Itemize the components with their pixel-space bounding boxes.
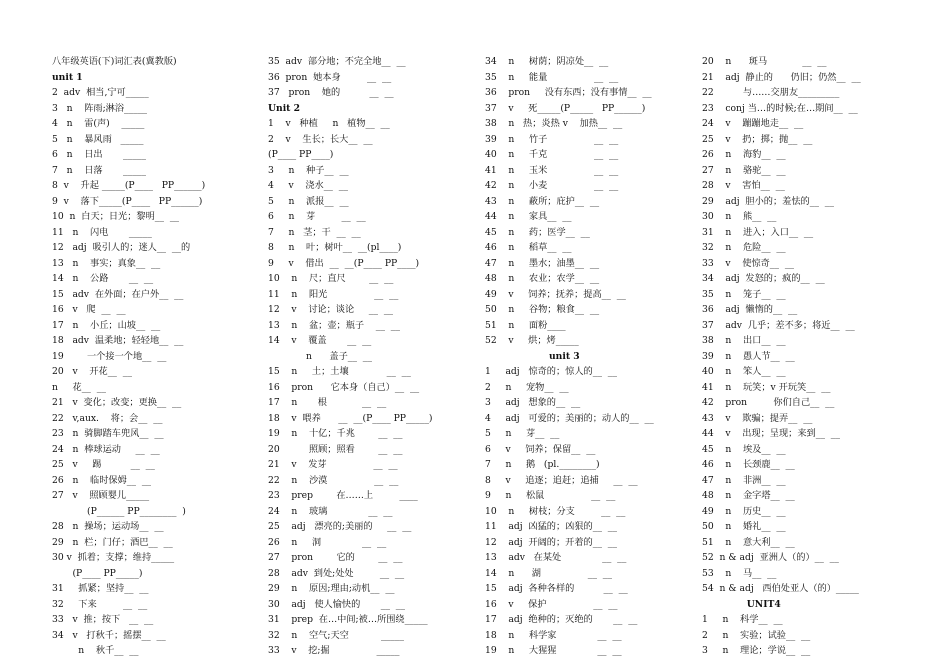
vocab-entry: 18 n 科学家 __ __	[485, 629, 622, 641]
vocab-entry: 36 pron 没有东西；没有事情__ __	[485, 87, 652, 98]
vocab-entry: 33 v 使惊奇__ __	[702, 257, 795, 269]
vocab-entry: 16 v 爬 __ __	[52, 304, 126, 315]
vocab-entry: 38 n 出口__ __	[702, 335, 786, 346]
vocab-entry: 10 n 尺；直尺 __ __	[268, 273, 394, 284]
vocab-entry: 46 n 稻草__ __	[485, 242, 572, 253]
vocab-entry: 18 adv 温柔地；轻轻地__ __	[52, 335, 184, 346]
vocab-entry: 14 v 覆盖 __ __	[268, 335, 372, 346]
vocab-entry: 45 n 药；医学__ __	[485, 226, 590, 238]
vocab-entry: n 花__ __	[52, 381, 106, 393]
vocab-entry: 38 n 热；炎热 v 加热__ __	[485, 118, 623, 129]
vocab-entry: 32 下来 __ __	[52, 598, 148, 610]
vocab-entry: 5 n 暴风雨 _____	[52, 133, 144, 145]
vocab-entry: 22 n 沙漠 __ __	[268, 474, 399, 486]
vocab-entry: 34 adj 发怒的；疯的__ __	[702, 273, 825, 284]
vocab-entry: 5 n 派报__ __	[268, 195, 349, 207]
vocab-entry: 25 v 踢 __ __	[52, 459, 155, 470]
vocab-entry: 5 n 芽__ __	[485, 428, 560, 439]
vocab-entry: 12 adj 吸引人的；迷人__ __的	[52, 242, 191, 253]
vocab-entry: 14 n 湖 __ __	[485, 567, 612, 579]
vocab-entry: 31 抓紧；坚持__ __	[52, 583, 149, 594]
vocab-entry: 21 adj 静止的 仍旧；仍然__ __	[702, 71, 861, 83]
vocab-entry: 2 v 生长；长大__ __	[268, 133, 373, 145]
vocab-entry: 26 n 临时保姆__ __	[52, 474, 152, 486]
vocab-entry: 15 adv 在外面；在户外__ __	[52, 288, 184, 300]
unit-heading: UNIT4	[702, 598, 781, 610]
vocab-entry: 41 n 玩笑；v 开玩笑__ __	[702, 381, 831, 393]
vocab-entry: 27 v 照顾婴儿_____	[52, 490, 150, 501]
vocab-entry: 26 n 洞 __ __	[268, 536, 387, 548]
vocab-entry: 32 n 危险__ __	[702, 242, 786, 253]
vocab-entry: 20 n 斑马 __ __	[702, 56, 827, 67]
vocab-entry: 3 n 理论；学说__ __	[702, 645, 811, 656]
vocab-entry: 49 v 饲养；抚养；提高__ __	[485, 288, 626, 300]
vocab-entry: 9 v 落下_____(P____ PP______)	[52, 195, 203, 207]
vocab-entry: 3 n 种子__ __	[268, 164, 349, 176]
vocab-entry: 41 n 玉米 __ __	[485, 164, 619, 176]
vocab-entry: 30 adj 使人愉快的 __ __	[268, 598, 405, 610]
unit-heading: unit 1	[52, 71, 83, 83]
vocab-entry: 12 v 讨论；谈论 __ __	[268, 304, 394, 315]
vocab-entry: 6 n 日出 _____	[52, 149, 146, 160]
vocab-entry: 15 n 土；土壤 __ __	[268, 366, 411, 377]
unit-heading: unit 3	[485, 350, 580, 362]
vocab-entry: 13 n 盆；壶；瓶子 __ __	[268, 319, 400, 331]
vocab-entry: 29 n 栏；门仔；酒巴__ __	[52, 536, 173, 548]
vocab-entry: 22 v,aux. 将；会__ __	[52, 412, 163, 424]
vocab-entry: 28 v 害怕__ __	[702, 180, 785, 191]
vocab-entry: 13 n 事实；真象__ __	[52, 257, 161, 269]
vocab-entry: 4 adj 可爱的；美丽的；动人的__ __	[485, 412, 654, 424]
vocab-entry: 20 v 开花__ __	[52, 366, 132, 377]
vocab-entry: 39 n 愚人节__ __	[702, 350, 795, 362]
vocab-entry: 42 n 小麦 __ __	[485, 180, 619, 191]
vocab-entry: 27 n 骆驼__ __	[702, 164, 786, 176]
vocab-entry: 50 n 谷物；粮食__ __	[485, 304, 600, 315]
vocab-entry: 8 n 叶；树叶__ __(pl____)	[268, 242, 402, 253]
vocab-entry: 19 n 大猩猩 __ __	[485, 645, 622, 656]
vocab-entry: 43 v 欺骗；提弄__ __	[702, 412, 813, 424]
vocab-entry: 45 n 埃及__ __	[702, 443, 786, 455]
vocab-entry: 51 n 面粉____	[485, 319, 566, 331]
vocab-entry: 13 adv 在某处 __ __	[485, 552, 627, 563]
vocab-entry: 八年级英语(下)词汇表(冀教版)	[52, 56, 177, 67]
vocab-entry: 19 一个接一个地__ __	[52, 350, 167, 362]
vocab-entry: 31 n 进入；入口__ __	[702, 226, 814, 238]
vocab-entry: 19 n 十亿；千兆 __ __	[268, 428, 403, 439]
vocab-entry: 37 pron 她的 __ __	[268, 87, 394, 98]
vocab-entry: 15 adj 各种各样的 __ __	[485, 583, 628, 594]
vocab-column-2	[268, 54, 464, 659]
vocab-entry: 17 n 小丘；山坡__ __	[52, 319, 161, 331]
vocab-entry: 53 n 马__ __	[702, 567, 777, 579]
vocab-entry: 17 adj 绝种的；灭绝的 __ __	[485, 614, 638, 625]
vocab-entry: 51 n 意大利__ __	[702, 536, 795, 548]
vocab-entry: 33 v 挖;掘 _____	[268, 645, 400, 656]
vocab-entry: 37 adv 几乎；差不多；将近__ __	[702, 319, 855, 331]
vocab-entry: 24 v 蹦蹦地走__ __	[702, 118, 804, 129]
vocab-entry: 7 n 鹅 (pl.________)	[485, 459, 600, 470]
vocab-entry: 27 pron 它的 __ __	[268, 552, 403, 563]
vocab-entry: 29 n 原因;理由;动机__ __	[268, 583, 395, 594]
vocab-column-1	[52, 54, 248, 659]
vocab-entry: 17 n 根 __ __	[268, 397, 387, 408]
vocab-entry: 48 n 农业；农学__ __	[485, 273, 600, 284]
vocab-entry: 49 n 历史__ __	[702, 505, 786, 517]
vocab-entry: 2 n 宠物__ __	[485, 381, 569, 393]
vocab-entry: 29 adj 胆小的；羞怯的__ __	[702, 195, 834, 207]
vocab-entry: 1 adj 惊奇的；惊人的__ __	[485, 366, 617, 377]
vocab-entry: 6 n 芽 __ __	[268, 211, 366, 222]
vocab-entry: 23 conj 当…的时候;在…期间__ __	[702, 102, 858, 114]
vocab-entry: 16 pron 它本身（自己）__ __	[268, 381, 420, 393]
vocab-entry: 30 v 抓着；支撑；维持_____	[52, 552, 175, 563]
vocab-entry: 18 v 喂养 __ __(P____ PP_____)	[268, 412, 433, 424]
vocab-entry: (P______ PP________ )	[52, 505, 186, 517]
vocab-entry: 44 n 家具__ __	[485, 211, 572, 222]
vocab-entry: 8 v 追逐；追赶；追捕 __ __	[485, 474, 638, 486]
vocab-entry: 23 prep 在……上 ____	[268, 490, 418, 501]
vocab-entry: 43 n 蔽所；庇护__ __	[485, 195, 600, 207]
vocab-entry: 12 adj 开阔的；开着的__ __	[485, 536, 617, 548]
vocab-entry: 28 adv 到处;处处 __ __	[268, 567, 405, 579]
vocab-entry: 47 n 非洲__ __	[702, 474, 786, 486]
vocab-entry: 9 v 借出 __ __(P____ PP____)	[268, 257, 420, 269]
vocab-entry: 11 adj 凶猛的；凶狠的__ __	[485, 521, 617, 532]
vocab-entry: 34 n 树荫；阴凉处__ __	[485, 56, 609, 67]
vocab-entry: 33 v 推；按下 __ __	[52, 614, 154, 625]
vocab-entry: 50 n 婚礼__ __	[702, 521, 786, 532]
vocab-entry: 2 adv 相当,宁可_____	[52, 87, 149, 98]
vocab-entry: 24 n 玻璃 __ __	[268, 505, 393, 517]
vocab-entry: 10 n 白天；日光；黎明__ __	[52, 211, 180, 222]
vocab-entry: 8 v 升起 _____(P____ PP______)	[52, 180, 206, 191]
vocab-entry: 36 pron 她本身 __ __	[268, 71, 392, 83]
vocab-entry: 7 n 茎；干 __ __	[268, 226, 361, 238]
vocab-entry: 28 n 操场；运动场__ __	[52, 521, 164, 532]
vocab-entry: (P____ PP____)	[268, 149, 334, 160]
vocab-entry: 16 v 保护 __ __	[485, 598, 618, 610]
vocab-entry: 1 n 科学__ __	[702, 614, 783, 625]
vocab-entry: 54 n & adj 西伯处亚人（的）_____	[702, 583, 859, 594]
vocab-entry: 9 n 松鼠 __ __	[485, 490, 616, 501]
vocab-entry: 36 adj 懒惰的__ __	[702, 304, 798, 315]
vocab-entry: 6 v 饲养；保留__ __	[485, 443, 596, 455]
vocab-entry: 23 n 骑脚踏车兜风__ __	[52, 428, 164, 439]
vocab-entry: 40 n 千克 __ __	[485, 149, 619, 160]
vocab-entry: 21 v 发芽 __ __	[268, 459, 398, 470]
vocab-entry: 42 pron 你们自己__ __	[702, 397, 835, 408]
vocab-entry: 22 与……交朋友_________	[702, 87, 840, 98]
unit-heading: Unit 2	[268, 102, 301, 114]
vocab-entry: 31 prep 在…中间;被…所围绕_____	[268, 614, 428, 625]
vocab-entry: 40 n 笨人__ __	[702, 366, 786, 377]
vocab-entry: 47 n 墨水；油墨__ __	[485, 257, 600, 269]
vocab-entry: 2 n 实验；试验__ __	[702, 629, 811, 641]
vocab-entry: n 盖子__ __	[268, 350, 372, 362]
vocab-entry: 32 n 空气;天空 _____	[268, 629, 404, 641]
vocab-entry: 46 n 长颈鹿__ __	[702, 459, 795, 470]
vocab-column-4	[702, 54, 898, 659]
vocab-entry: 35 adv 部分地；不完全地__ __	[268, 56, 406, 67]
vocab-entry: 11 n 闪电 _____	[52, 226, 152, 238]
vocab-column-3	[485, 54, 681, 659]
vocab-entry: 14 n 公路 __ __	[52, 273, 154, 284]
vocab-entry: 52 v 烘；烤_____	[485, 335, 579, 346]
vocab-entry: 21 v 变化；改变；更换__ __	[52, 397, 182, 408]
vocab-entry: 52 n & adj 亚洲人（的）__ __	[702, 552, 839, 563]
vocab-entry: 25 adj 漂亮的;美丽的 __ __	[268, 521, 412, 532]
vocab-entry: 35 n 笼子__ __	[702, 288, 786, 300]
vocab-entry: n 秋千__ __	[52, 645, 139, 656]
vocab-entry: 7 n 日落 _____	[52, 164, 146, 176]
vocab-entry: 39 n 竹子 __ __	[485, 133, 619, 145]
vocab-entry: (P____ PP_____)	[52, 567, 143, 579]
vocab-entry: 44 v 出现；呈现；来到__ __	[702, 428, 840, 439]
vocab-entry: 48 n 金字塔__ __	[702, 490, 795, 501]
vocab-entry: 3 adj 想象的__ __	[485, 397, 581, 408]
vocab-entry: 3 n 阵雨;淋浴_____	[52, 102, 148, 114]
vocab-entry: 34 v 打秋千；摇摆__ __	[52, 629, 166, 641]
vocab-entry: 11 n 阳光 __ __	[268, 288, 399, 300]
vocab-entry: 35 n 能量 __ __	[485, 71, 619, 83]
vocab-entry: 1 v 种植 n 植物__ __	[268, 118, 390, 129]
vocab-entry: 37 v 死_____(P_____ PP______)	[485, 102, 646, 114]
vocab-entry: 10 n 树枝；分支 __ __	[485, 505, 626, 517]
vocab-entry: 4 v 浇水__ __	[268, 180, 348, 191]
vocab-entry: 4 n 雷(声) _____	[52, 118, 145, 129]
vocab-entry: 30 n 熊__ __	[702, 211, 777, 222]
vocab-entry: 26 n 海豹__ __	[702, 149, 786, 160]
vocab-entry: 24 n 棒球运动 __ __	[52, 443, 160, 455]
vocab-entry: 20 照顾；照看 __ __	[268, 443, 403, 455]
vocab-entry: 25 v 扔；掷；抛__ __	[702, 133, 813, 145]
